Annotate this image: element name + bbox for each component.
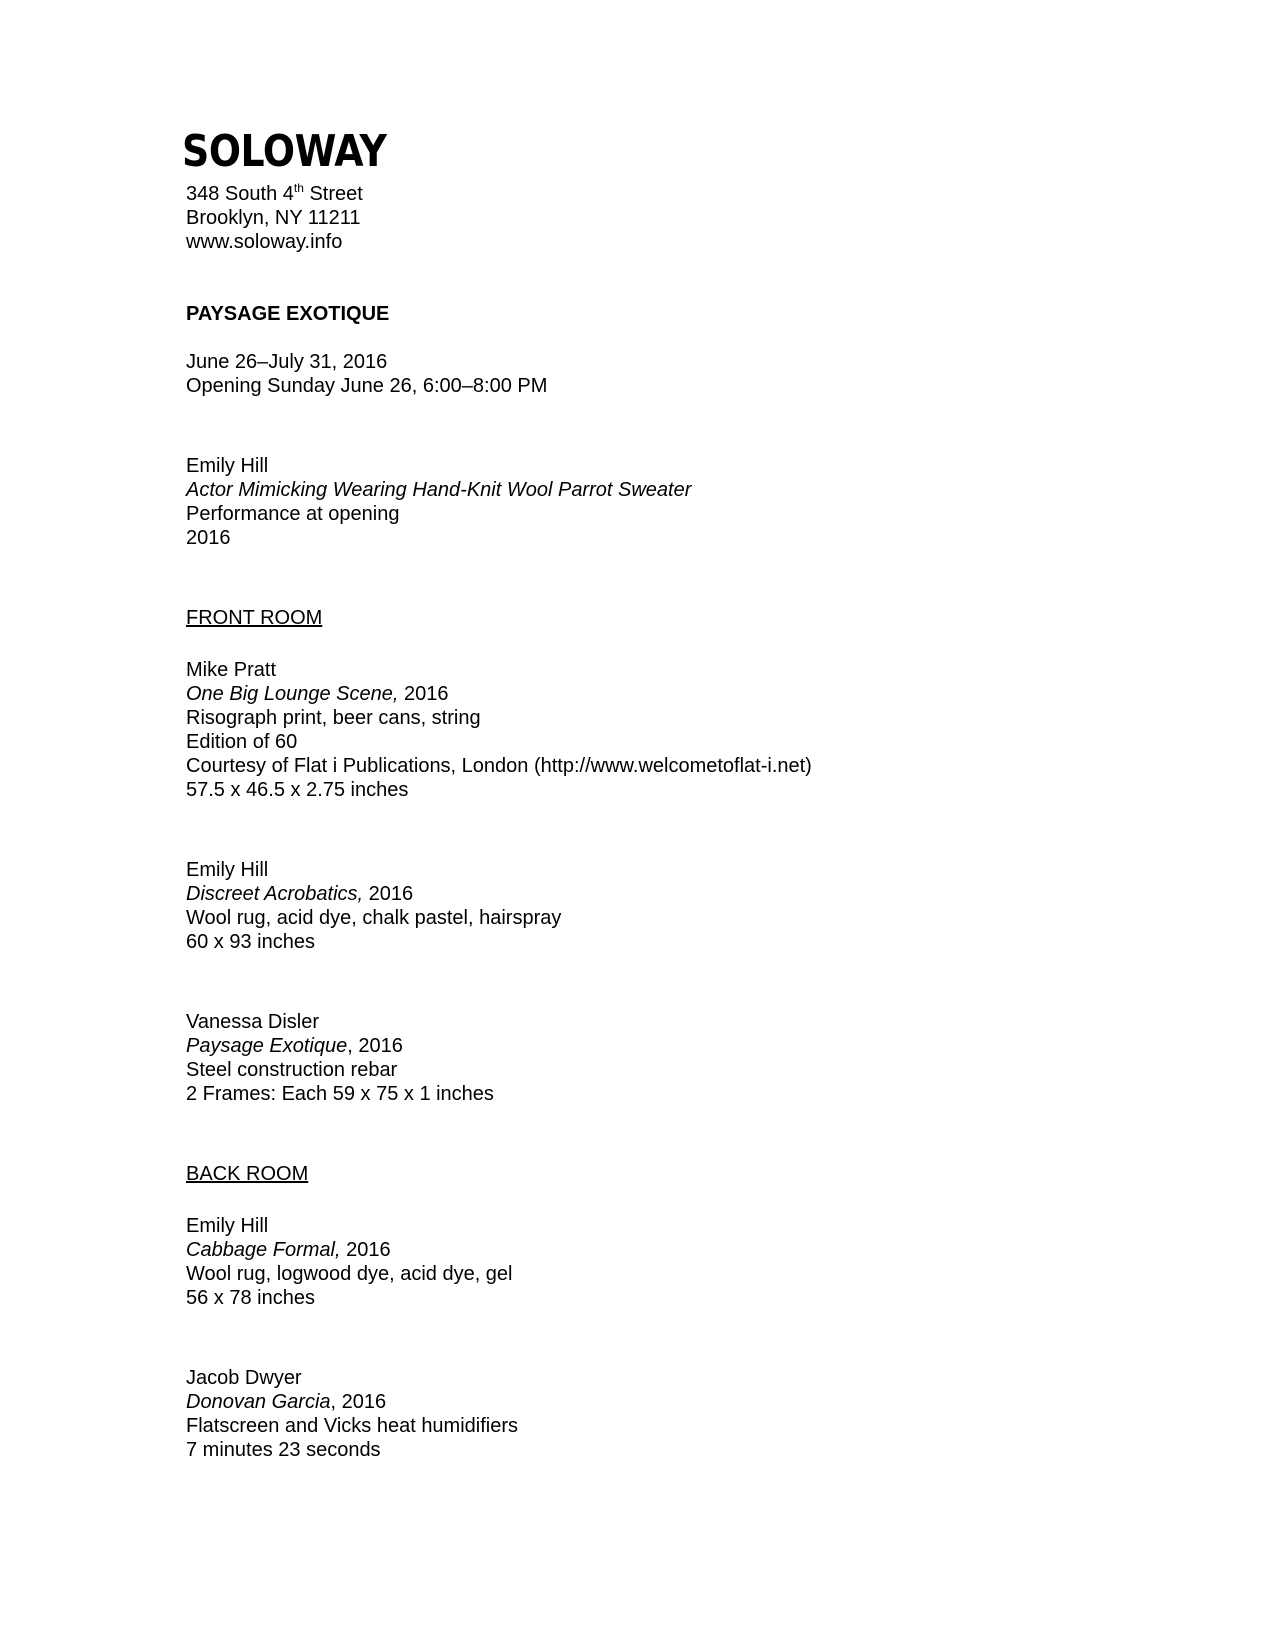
artwork-entry xyxy=(186,858,1186,954)
work-detail: Risograph print, beer cans, string xyxy=(186,707,481,729)
exhibition-title: PAYSAGE EXOTIQUE xyxy=(186,303,390,325)
work-detail: 7 minutes 23 seconds xyxy=(186,1439,381,1461)
work-title: Donovan Garcia xyxy=(186,1391,331,1413)
work-detail: Wool rug, acid dye, chalk pastel, hairspray xyxy=(186,907,562,929)
date-range: June 26–July 31, 2016 xyxy=(186,351,388,373)
work-title-line xyxy=(186,1390,1186,1414)
gallery-logo: SOLOWAY xyxy=(182,126,387,177)
artwork-entry xyxy=(186,1010,1186,1106)
artist-name: Emily Hill xyxy=(186,859,269,881)
work-detail: 56 x 78 inches xyxy=(186,1287,315,1309)
work-title: Discreet Acrobatics, xyxy=(186,883,364,905)
gallery-website: www.soloway.info xyxy=(186,231,343,253)
work-detail: Courtesy of Flat i Publications, London (http://www.welcometoflat-i.net) xyxy=(186,755,812,777)
work-year: 2016 xyxy=(340,1239,391,1261)
work-detail: Steel construction rebar xyxy=(186,1059,398,1081)
work-year: 2016 xyxy=(363,883,414,905)
artwork-entry xyxy=(186,658,1186,802)
work-year: , 2016 xyxy=(330,1391,387,1413)
artist-name: Emily Hill xyxy=(186,1215,269,1237)
work-title: Actor Mimicking Wearing Hand-Knit Wool Parrot Sweater xyxy=(186,479,692,501)
address-line-2: Brooklyn, NY 11211 xyxy=(186,207,361,229)
exhibition-dates xyxy=(186,350,1186,398)
work-title-line xyxy=(186,882,1186,906)
work-title-line xyxy=(186,682,1186,706)
opening-info: Opening Sunday June 26, 6:00–8:00 PM xyxy=(186,375,548,397)
work-title-line xyxy=(186,1238,1186,1262)
checklist-document xyxy=(182,126,1186,1462)
work-title-line xyxy=(186,1034,1186,1058)
artist-name: Jacob Dwyer xyxy=(186,1367,302,1389)
artist-name: Vanessa Disler xyxy=(186,1011,320,1033)
work-title: One Big Lounge Scene, xyxy=(186,683,399,705)
back-room-heading: BACK ROOM xyxy=(186,1163,309,1185)
work-detail: Edition of 60 xyxy=(186,731,298,753)
front-room-heading: FRONT ROOM xyxy=(186,607,323,629)
work-detail: Wool rug, logwood dye, acid dye, gel xyxy=(186,1263,513,1285)
work-detail: Flatscreen and Vicks heat humidifiers xyxy=(186,1415,519,1437)
work-year: 2016 xyxy=(398,683,449,705)
work-title: Paysage Exotique xyxy=(186,1035,348,1057)
work-title: Cabbage Formal, xyxy=(186,1239,341,1261)
work-detail: 60 x 93 inches xyxy=(186,931,315,953)
gallery-address xyxy=(186,182,1186,254)
address-line-1: 348 South 4th Street xyxy=(186,181,363,205)
work-year: , 2016 xyxy=(347,1035,403,1057)
work-detail: 2 Frames: Each 59 x 75 x 1 inches xyxy=(186,1083,494,1105)
artwork-entry xyxy=(186,1366,1186,1462)
work-detail: 57.5 x 46.5 x 2.75 inches xyxy=(186,779,409,801)
artwork-entry xyxy=(186,1214,1186,1310)
performance-entry xyxy=(186,454,1186,550)
work-detail: Performance at opening xyxy=(186,503,400,525)
artist-name: Mike Pratt xyxy=(186,659,277,681)
work-detail: 2016 xyxy=(186,527,231,549)
artist-name: Emily Hill xyxy=(186,455,269,477)
